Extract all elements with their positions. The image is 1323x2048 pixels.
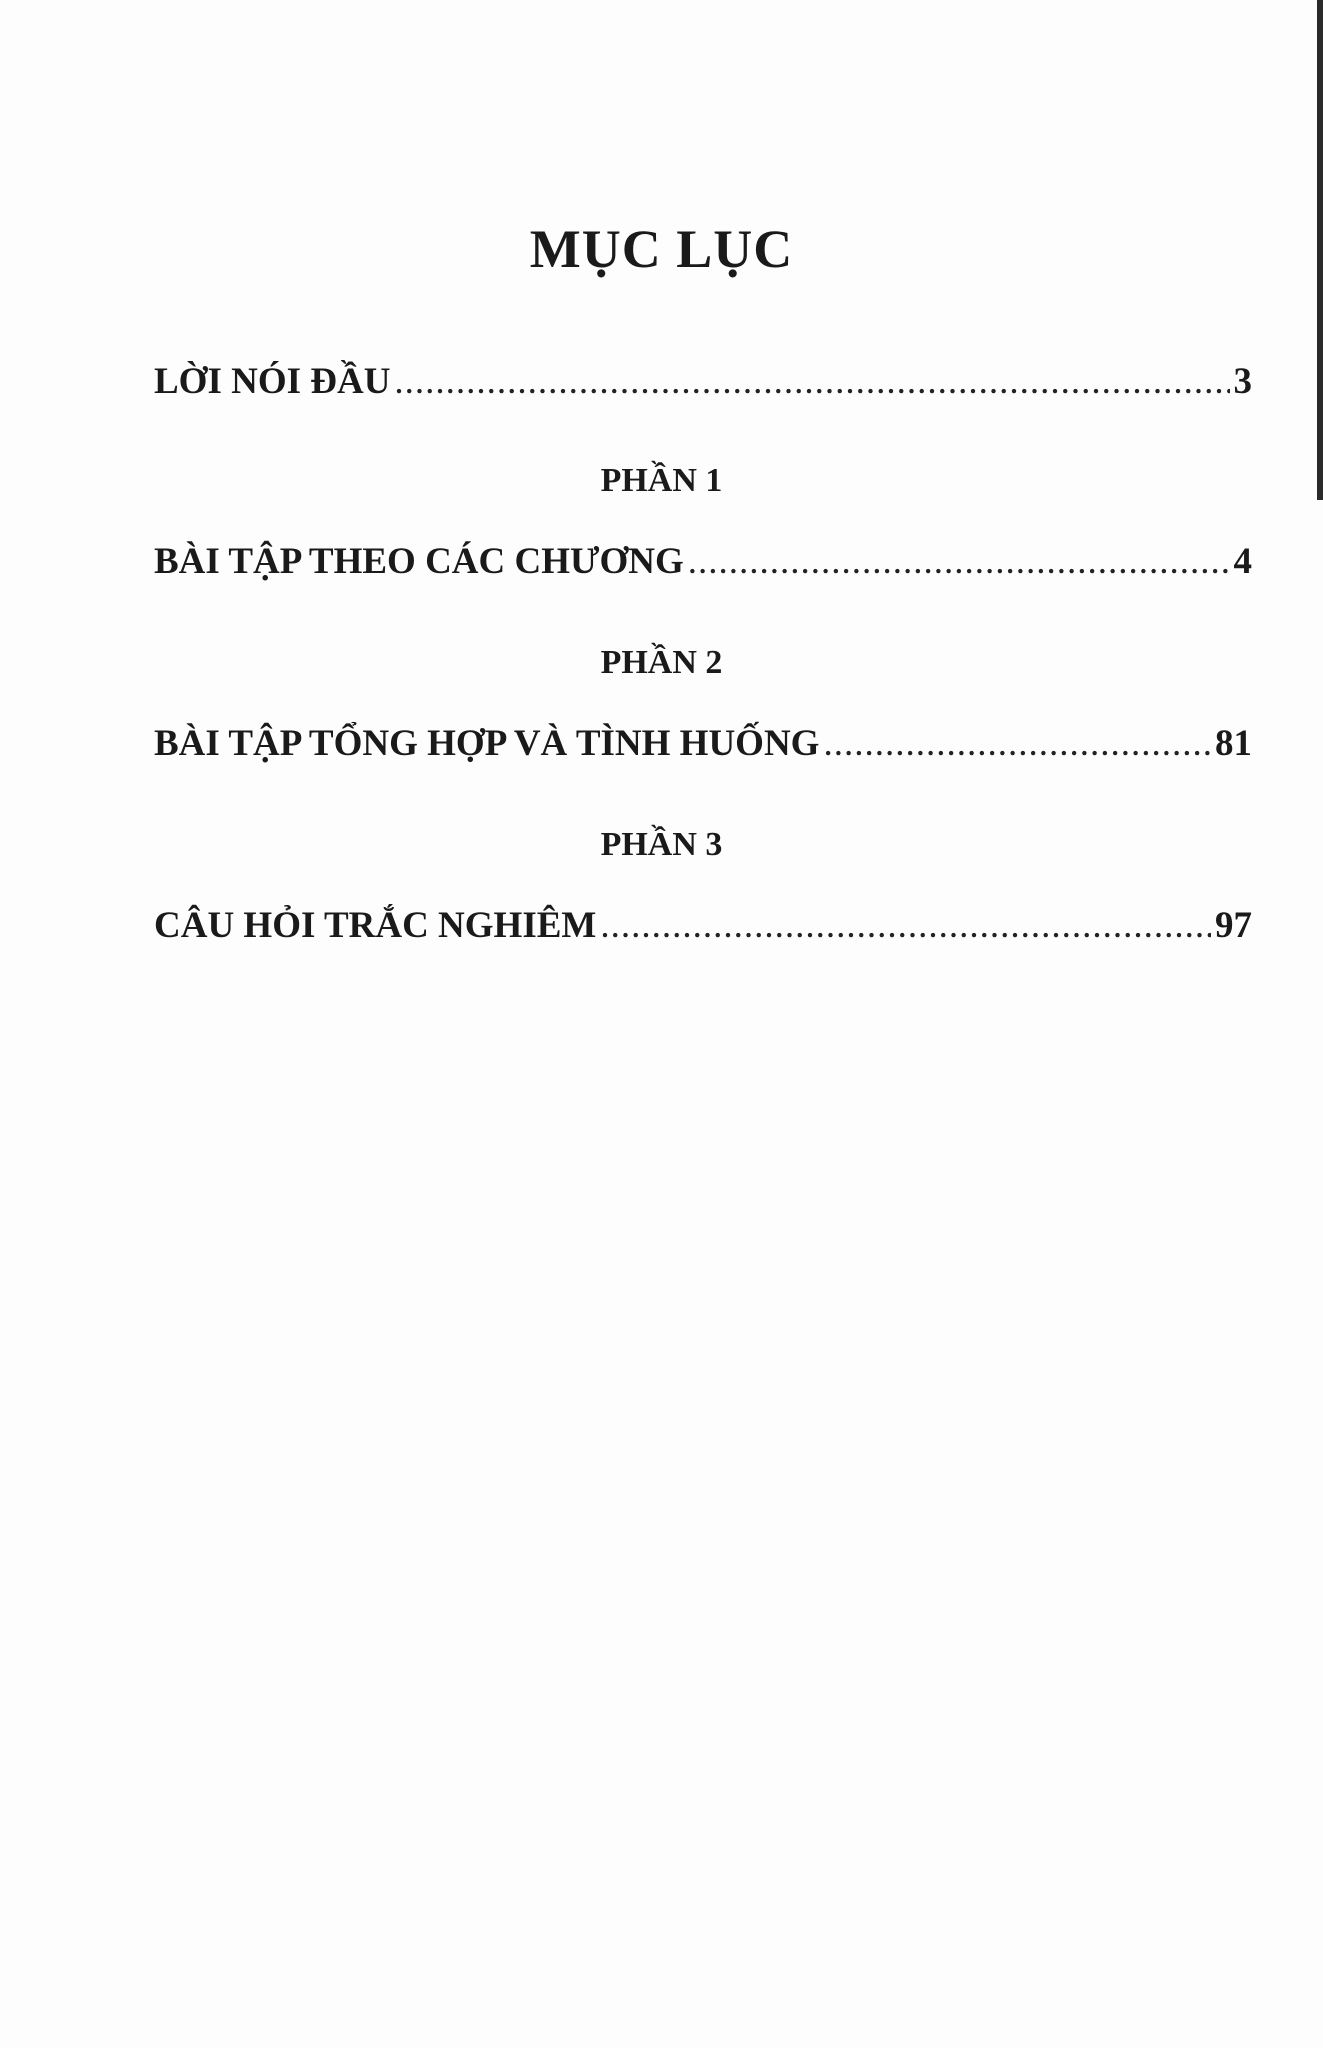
page-title: MỤC LỤC [529,219,794,279]
toc-dot-leader [600,904,1211,947]
toc-dot-leader [688,540,1230,583]
toc-entry-label: BÀI TẬP THEO CÁC CHƯƠNG [154,541,684,582]
part-heading-1: PHẦN 1 [600,462,723,499]
toc-entry-multiple-choice [154,904,1252,947]
toc-entry-label: CÂU HỎI TRẮC NGHIÊM [154,905,597,946]
part-heading-3: PHẦN 3 [600,826,723,863]
toc-entry-page-number: 3 [1233,361,1252,402]
toc-entry-page-number: 97 [1215,905,1252,946]
toc-dot-leader [823,722,1211,765]
toc-entry-label: LỜI NÓI ĐẦU [154,361,391,402]
toc-entry-case-studies [154,722,1252,765]
toc-dot-leader [394,360,1229,403]
toc-entry-label: BÀI TẬP TỔNG HỢP VÀ TÌNH HUỐNG [154,723,820,764]
part-heading-2: PHẦN 2 [600,644,723,681]
toc-entry-page-number: 4 [1233,541,1252,582]
toc-entry-foreword [154,360,1252,403]
toc-entry-chapter-exercises [154,540,1252,583]
toc-entry-page-number: 81 [1215,723,1252,764]
